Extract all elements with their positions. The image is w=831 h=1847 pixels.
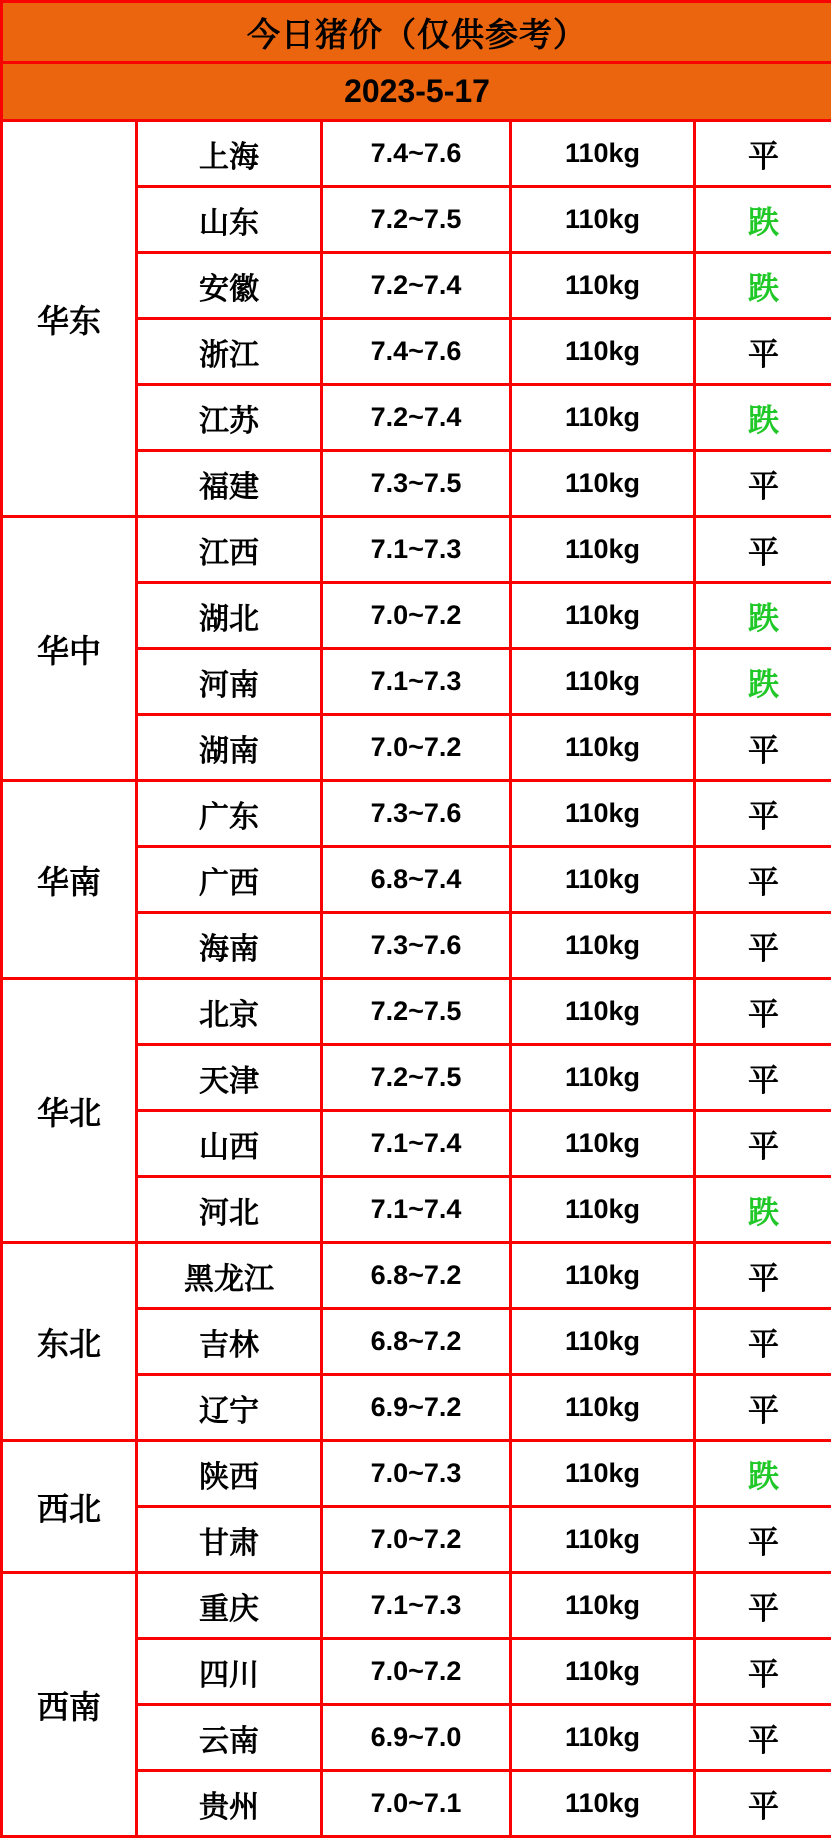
price-cell: 7.1~7.4 — [322, 1111, 511, 1177]
status-cell: 平 — [695, 847, 831, 913]
weight-cell: 110kg — [511, 1309, 695, 1375]
province-cell: 辽宁 — [137, 1375, 322, 1441]
price-cell: 7.3~7.5 — [322, 451, 511, 517]
status-cell: 平 — [695, 319, 831, 385]
status-cell: 跌 — [695, 583, 831, 649]
status-cell: 平 — [695, 1507, 831, 1573]
price-cell: 7.1~7.4 — [322, 1177, 511, 1243]
price-cell: 6.8~7.2 — [322, 1243, 511, 1309]
price-cell: 7.0~7.2 — [322, 583, 511, 649]
price-cell: 7.4~7.6 — [322, 121, 511, 187]
weight-cell: 110kg — [511, 1045, 695, 1111]
price-cell: 7.0~7.3 — [322, 1441, 511, 1507]
table-row — [2, 1243, 831, 1309]
weight-cell: 110kg — [511, 517, 695, 583]
province-cell: 重庆 — [137, 1573, 322, 1639]
status-cell: 平 — [695, 451, 831, 517]
table-row — [2, 121, 831, 187]
price-cell: 6.9~7.0 — [322, 1705, 511, 1771]
weight-cell: 110kg — [511, 1573, 695, 1639]
status-cell: 平 — [695, 1243, 831, 1309]
province-cell: 福建 — [137, 451, 322, 517]
date-row — [2, 63, 831, 121]
province-cell: 广西 — [137, 847, 322, 913]
province-cell: 天津 — [137, 1045, 322, 1111]
weight-cell: 110kg — [511, 1639, 695, 1705]
price-cell: 7.3~7.6 — [322, 781, 511, 847]
status-cell: 平 — [695, 715, 831, 781]
province-cell: 江西 — [137, 517, 322, 583]
province-cell: 湖南 — [137, 715, 322, 781]
province-cell: 浙江 — [137, 319, 322, 385]
weight-cell: 110kg — [511, 649, 695, 715]
weight-cell: 110kg — [511, 319, 695, 385]
status-cell: 跌 — [695, 649, 831, 715]
province-cell: 安徽 — [137, 253, 322, 319]
status-cell: 平 — [695, 781, 831, 847]
region-cell: 华北 — [2, 979, 137, 1243]
table-row — [2, 1441, 831, 1507]
status-cell: 平 — [695, 913, 831, 979]
weight-cell: 110kg — [511, 385, 695, 451]
status-cell: 平 — [695, 1705, 831, 1771]
page-title: 今日猪价（仅供参考） — [2, 2, 831, 63]
price-cell: 7.0~7.2 — [322, 1639, 511, 1705]
status-cell: 平 — [695, 1639, 831, 1705]
status-cell: 平 — [695, 1771, 831, 1837]
province-cell: 北京 — [137, 979, 322, 1045]
status-cell: 平 — [695, 1375, 831, 1441]
status-cell: 平 — [695, 1045, 831, 1111]
region-cell: 东北 — [2, 1243, 137, 1441]
province-cell: 黑龙江 — [137, 1243, 322, 1309]
price-cell: 7.0~7.2 — [322, 715, 511, 781]
price-cell: 7.1~7.3 — [322, 649, 511, 715]
weight-cell: 110kg — [511, 781, 695, 847]
status-cell: 跌 — [695, 1441, 831, 1507]
price-cell: 7.1~7.3 — [322, 1573, 511, 1639]
province-cell: 广东 — [137, 781, 322, 847]
region-cell: 华南 — [2, 781, 137, 979]
table-row — [2, 781, 831, 847]
region-cell: 西北 — [2, 1441, 137, 1573]
province-cell: 云南 — [137, 1705, 322, 1771]
province-cell: 甘肃 — [137, 1507, 322, 1573]
status-cell: 跌 — [695, 385, 831, 451]
table-row — [2, 979, 831, 1045]
status-cell: 跌 — [695, 187, 831, 253]
price-cell: 7.2~7.4 — [322, 385, 511, 451]
weight-cell: 110kg — [511, 187, 695, 253]
price-cell: 7.3~7.6 — [322, 913, 511, 979]
region-cell: 华中 — [2, 517, 137, 781]
table-row — [2, 517, 831, 583]
province-cell: 海南 — [137, 913, 322, 979]
province-cell: 贵州 — [137, 1771, 322, 1837]
weight-cell: 110kg — [511, 1375, 695, 1441]
price-cell: 7.2~7.5 — [322, 187, 511, 253]
status-cell: 平 — [695, 979, 831, 1045]
status-cell: 跌 — [695, 253, 831, 319]
province-cell: 陕西 — [137, 1441, 322, 1507]
weight-cell: 110kg — [511, 1177, 695, 1243]
date-label: 2023-5-17 — [2, 63, 831, 121]
status-cell: 平 — [695, 1309, 831, 1375]
province-cell: 湖北 — [137, 583, 322, 649]
province-cell: 山西 — [137, 1111, 322, 1177]
price-cell: 7.2~7.4 — [322, 253, 511, 319]
status-cell: 平 — [695, 121, 831, 187]
weight-cell: 110kg — [511, 847, 695, 913]
status-cell: 平 — [695, 517, 831, 583]
price-cell: 7.0~7.2 — [322, 1507, 511, 1573]
region-cell: 华东 — [2, 121, 137, 517]
status-cell: 跌 — [695, 1177, 831, 1243]
weight-cell: 110kg — [511, 583, 695, 649]
weight-cell: 110kg — [511, 1441, 695, 1507]
province-cell: 山东 — [137, 187, 322, 253]
province-cell: 江苏 — [137, 385, 322, 451]
price-cell: 6.9~7.2 — [322, 1375, 511, 1441]
price-cell: 7.0~7.1 — [322, 1771, 511, 1837]
weight-cell: 110kg — [511, 1507, 695, 1573]
weight-cell: 110kg — [511, 1111, 695, 1177]
price-cell: 7.2~7.5 — [322, 979, 511, 1045]
status-cell: 平 — [695, 1573, 831, 1639]
region-cell: 西南 — [2, 1573, 137, 1837]
price-cell: 7.4~7.6 — [322, 319, 511, 385]
weight-cell: 110kg — [511, 253, 695, 319]
price-cell: 7.2~7.5 — [322, 1045, 511, 1111]
table-row — [2, 1573, 831, 1639]
title-row — [2, 2, 831, 63]
province-cell: 上海 — [137, 121, 322, 187]
price-cell: 6.8~7.2 — [322, 1309, 511, 1375]
weight-cell: 110kg — [511, 913, 695, 979]
weight-cell: 110kg — [511, 121, 695, 187]
weight-cell: 110kg — [511, 1771, 695, 1837]
status-cell: 平 — [695, 1111, 831, 1177]
province-cell: 河北 — [137, 1177, 322, 1243]
weight-cell: 110kg — [511, 1705, 695, 1771]
province-cell: 河南 — [137, 649, 322, 715]
weight-cell: 110kg — [511, 979, 695, 1045]
price-cell: 7.1~7.3 — [322, 517, 511, 583]
province-cell: 吉林 — [137, 1309, 322, 1375]
weight-cell: 110kg — [511, 715, 695, 781]
province-cell: 四川 — [137, 1639, 322, 1705]
price-cell: 6.8~7.4 — [322, 847, 511, 913]
weight-cell: 110kg — [511, 1243, 695, 1309]
weight-cell: 110kg — [511, 451, 695, 517]
